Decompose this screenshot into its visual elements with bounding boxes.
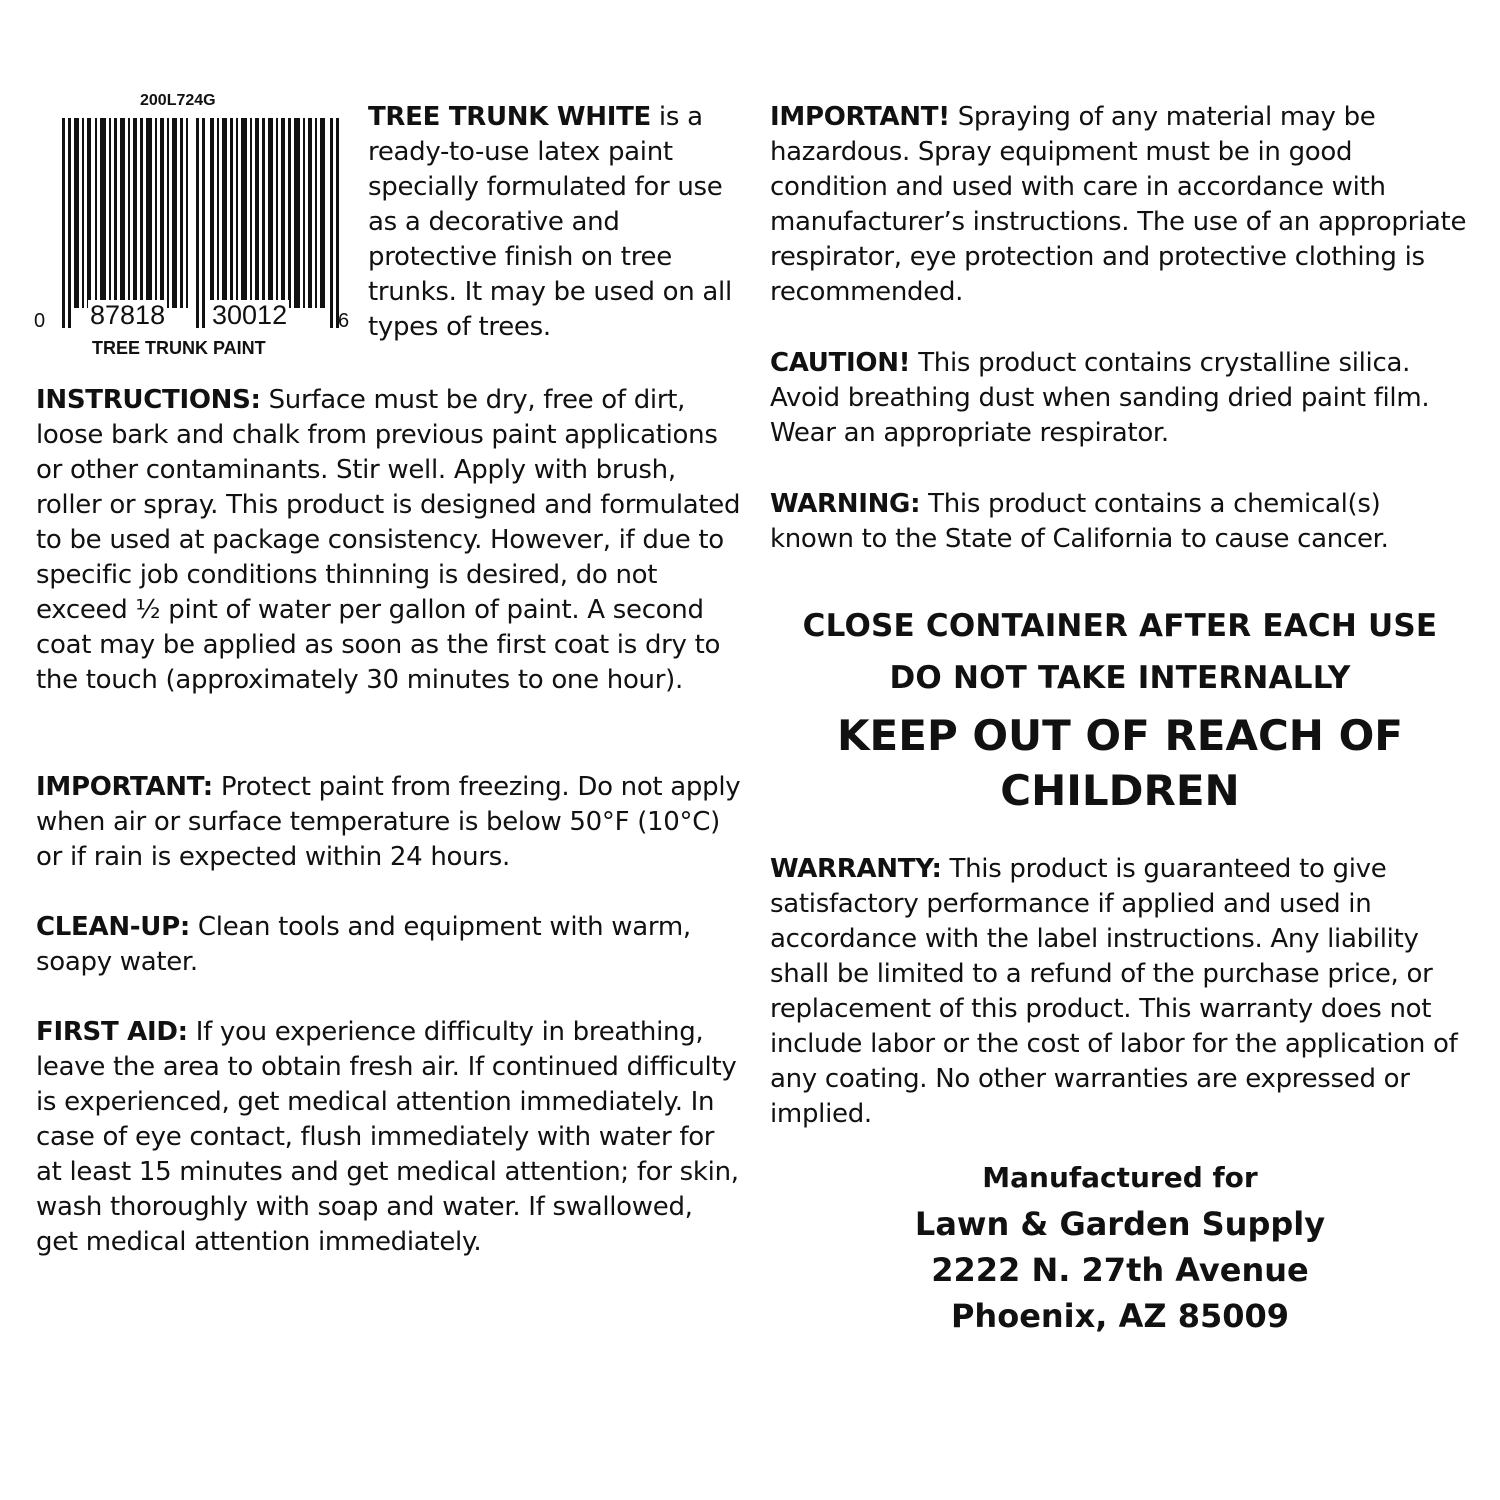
section-lead: CLEAN-UP: — [36, 912, 190, 942]
intro-text: is a ready-to-use latex paint specially formulated for use as a decorative and protective finish on tree trunks. It may be used on all types of trees. — [368, 102, 732, 342]
manufacturer-block — [770, 1155, 1470, 1339]
do-not-take-internally-notice: DO NOT TAKE INTERNALLY — [889, 660, 1351, 696]
manufactured-for-label: Manufactured for — [982, 1161, 1258, 1194]
section-text: This product is guaranteed to give satisfactory performance if applied and used in accordance with the label instructions. Any liability shall be limited to a refund of the purchase price, or replacement of this product. This warranty does not include labor or the cost of labor for the application of any coating. No other warranties are expressed or implied. — [770, 854, 1458, 1129]
keep-out-of-reach-notice — [770, 708, 1470, 818]
spray-important-section — [770, 100, 1470, 310]
section-text: Surface must be dry, free of dirt, loose bark and chalk from previous paint applications or other contaminants. Stir well. Apply with brush, roller or spray. This product is designed and formulated to be used at package consistency. However, if due to specific job conditions thinning is desired, do not exceed ½ pint of water per gallon of paint. A second coat may be applied as soon as the first coat is dry to the touch (approximately 30 minutes to one hour). — [36, 385, 741, 695]
instructions-section — [36, 383, 741, 698]
first-aid-section — [36, 1015, 741, 1260]
cleanup-section — [36, 910, 741, 980]
section-text: Clean tools and equipment with warm, soapy water. — [36, 912, 691, 977]
keep-out-line-2: CHILDREN — [1000, 766, 1240, 815]
caution-section — [770, 346, 1470, 451]
section-lead: CAUTION! — [770, 348, 911, 378]
intro-paragraph — [368, 100, 738, 345]
section-lead: IMPORTANT! — [770, 102, 950, 132]
section-lead: INSTRUCTIONS: — [36, 385, 261, 415]
barcode-label: TREE TRUNK PAINT — [92, 338, 266, 358]
section-lead: WARNING: — [770, 489, 921, 519]
section-text: This product contains a chemical(s) known to the State of California to cause cancer. — [770, 489, 1389, 554]
company-name: Lawn & Garden Supply — [914, 1205, 1326, 1243]
close-container-notice: CLOSE CONTAINER AFTER EACH USE — [802, 608, 1438, 644]
barcode-digit-right: 6 — [338, 310, 350, 332]
barcode — [30, 92, 355, 362]
barcode-digits-group-1: 87818 — [90, 300, 166, 330]
section-text: If you experience difficulty in breathing, leave the area to obtain fresh air. If continued difficulty is experienced, get medical attention immediately. In case of eye contact, flush immediately with water for at least 15 minutes and get medical attention; for skin, wash thoroughly with soap and water. If swallowed, get medical attention immediately. — [36, 1017, 739, 1257]
container-notices — [770, 600, 1470, 704]
barcode-digit-left: 0 — [34, 310, 46, 332]
keep-out-line-1: KEEP OUT OF REACH OF — [837, 711, 1403, 760]
section-lead: WARRANTY: — [770, 854, 942, 884]
product-code: 200L724G — [140, 92, 216, 109]
barcode-bars-icon — [60, 118, 355, 328]
section-lead: FIRST AID: — [36, 1017, 188, 1047]
warning-section — [770, 487, 1470, 557]
warranty-section — [770, 852, 1470, 1132]
section-text: This product contains crystalline silica. Avoid breathing dust when sanding dried paint film. Wear an appropriate respirator. — [770, 348, 1430, 448]
barcode-digits-group-2: 30012 — [212, 300, 288, 330]
section-text: Protect paint from freezing. Do not apply when air or surface temperature is below 50°F (10°C) or if rain is expected within 24 hours. — [36, 772, 741, 872]
intro-lead: TREE TRUNK WHITE — [368, 102, 651, 132]
city-state-zip: Phoenix, AZ 85009 — [950, 1297, 1290, 1335]
street-address: 2222 N. 27th Avenue — [931, 1251, 1309, 1289]
section-text: Spraying of any material may be hazardous. Spray equipment must be in good condition and used with care in accordance with manufacturer’s instructions. The use of an appropriate respirator, eye protection and protective clothing is recommended. — [770, 102, 1467, 307]
section-lead: IMPORTANT: — [36, 772, 213, 802]
important-section — [36, 770, 741, 875]
